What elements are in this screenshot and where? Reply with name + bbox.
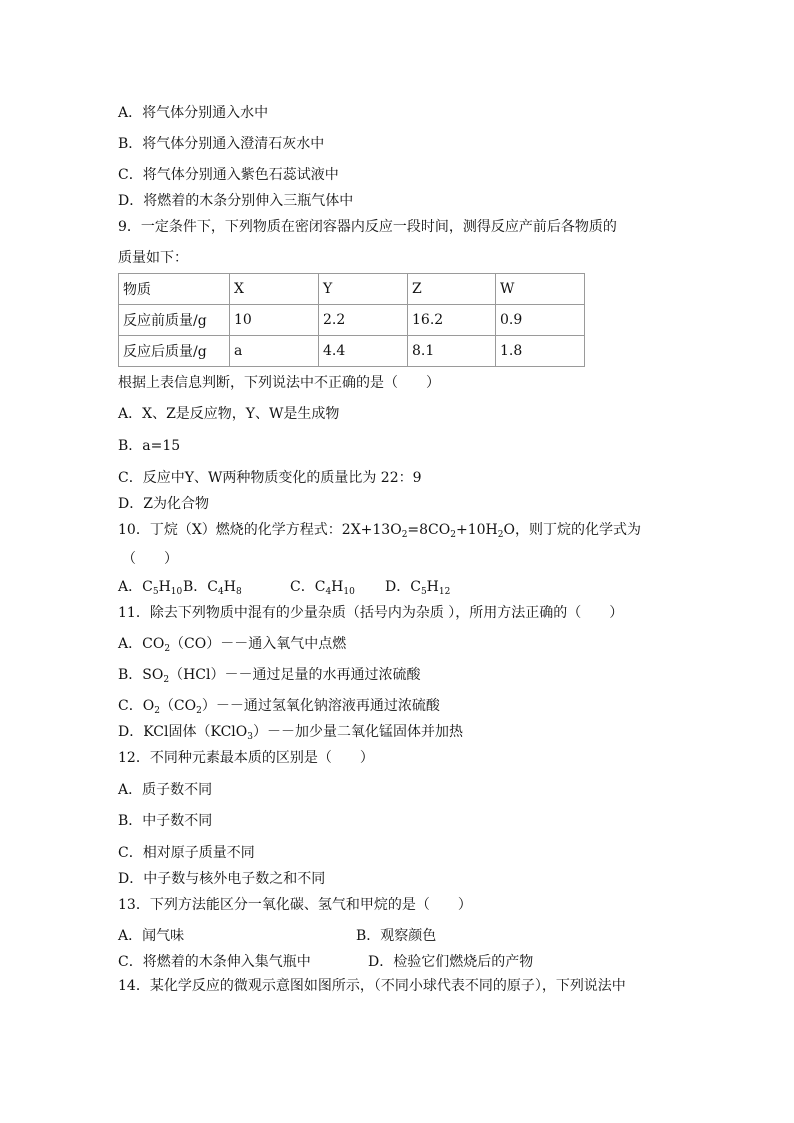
subscript: 2 [401, 530, 408, 540]
option-text: B．C [183, 579, 218, 595]
table-cell: a [230, 336, 319, 367]
q8-option-b: B．将气体分别通入澄清石灰水中 [118, 136, 325, 152]
table-cell: 2.2 [319, 305, 408, 336]
table-cell: 4.4 [319, 336, 408, 367]
q14-stem: 14．某化学反应的微观示意图如图所示，（不同小球代表不同的原子），下列说法中 [118, 978, 626, 994]
table-cell: W [496, 274, 585, 305]
subscript: 4 [325, 587, 332, 597]
option-text: H [426, 579, 439, 595]
table-cell: 10 [230, 305, 319, 336]
table-cell: Y [319, 274, 408, 305]
q10-option-d [385, 578, 450, 601]
option-text: （CO [159, 698, 197, 714]
q9-option-b: B．a=15 [118, 438, 181, 454]
q10-answer-paren: （ ） [122, 551, 178, 567]
q12-option-c: C．相对原子质量不同 [118, 845, 255, 861]
subscript: 2 [450, 530, 456, 540]
option-text: ）－－加少量二氧化锰固体并加热 [252, 724, 463, 740]
table-cell: 1.8 [496, 336, 585, 367]
option-text: （CO）－－通入氧气中点燃 [170, 636, 347, 652]
q10-stem-text: +10H [455, 522, 498, 538]
q10-stem-text: 10．丁烷（X）燃烧的化学方程式：2X+13O [118, 522, 402, 538]
q9-option-a: A．X、Z是反应物，Y、W是生成物 [118, 406, 340, 422]
table-cell: 反应后质量/g [119, 336, 230, 367]
option-text: （HCl）－－通过足量的水再通过浓硫酸 [169, 667, 421, 683]
q12-stem: 12．不同种元素最本质的区别是（ ） [118, 750, 374, 766]
table-cell: 物质 [119, 274, 230, 305]
table-cell: 0.9 [496, 305, 585, 336]
subscript: 2 [497, 530, 504, 540]
option-text: B．SO [118, 667, 164, 683]
q8-option-c: C．将气体分别通入紫色石蕊试液中 [118, 167, 339, 183]
table-cell: 16.2 [408, 305, 496, 336]
q11-option-d [118, 723, 463, 746]
q13-stem: 13．下列方法能区分一氧化碳、氢气和甲烷的是（ ） [118, 897, 472, 913]
subscript: 2 [154, 706, 160, 716]
table-row [119, 305, 585, 336]
q13-option-a: A．闻气味 [118, 928, 185, 944]
q8-option-a: A．将气体分别通入水中 [118, 105, 269, 121]
subscript: 3 [247, 732, 253, 742]
option-text: H [331, 579, 344, 595]
q10-stem [118, 521, 641, 544]
q9-stem-line1: 9．一定条件下，下列物质在密闭容器内反应一段时间，测得反应产前后各物质的 [118, 219, 617, 235]
table-header-row [119, 274, 585, 305]
q11-stem: 11．除去下列物质中混有的少量杂质（括号内为杂质 ），所用方法正确的（ ） [118, 605, 624, 621]
q11-option-a [118, 635, 346, 658]
q9-mass-table [118, 273, 585, 367]
subscript: 10 [343, 587, 355, 597]
q9-option-c: C．反应中Y、W两种物质变化的质量比为 22：9 [118, 470, 422, 486]
subscript: 5 [152, 587, 159, 597]
q9-question: 根据上表信息判断，下列说法中不正确的是（ ） [118, 375, 440, 391]
option-text: A．CO [118, 636, 165, 652]
q12-option-d: D．中子数与核外电子数之和不同 [118, 871, 326, 887]
option-text: D．KCl固体（KClO [118, 724, 248, 740]
subscript: 2 [196, 706, 202, 716]
table-row [119, 336, 585, 367]
q8-option-d: D．将燃着的木条分别伸入三瓶气体中 [118, 193, 354, 209]
q10-option-b [183, 578, 242, 601]
q13-option-c: C．将燃着的木条伸入集气瓶中 [118, 954, 311, 970]
table-cell: Z [408, 274, 496, 305]
q10-option-a [118, 578, 182, 601]
subscript: 2 [164, 644, 171, 654]
q10-stem-text: =8CO [407, 522, 451, 538]
subscript: 2 [163, 675, 170, 685]
table-cell: 8.1 [408, 336, 496, 367]
option-text: H [223, 579, 236, 595]
option-text: H [158, 579, 171, 595]
table-cell: 反应前质量/g [119, 305, 230, 336]
q9-stem-line2: 质量如下： [118, 250, 188, 266]
subscript: 5 [420, 587, 427, 597]
subscript: 12 [438, 587, 451, 597]
subscript: 8 [235, 587, 242, 597]
option-text: D．C [385, 579, 421, 595]
q12-option-b: B．中子数不同 [118, 813, 213, 829]
q9-option-d: D．Z为化合物 [118, 496, 209, 512]
q10-stem-text: O，则丁烷的化学式为 [503, 522, 641, 538]
q10-option-c [290, 578, 355, 601]
q11-option-c [118, 697, 440, 720]
subscript: 4 [218, 587, 224, 597]
subscript: 10 [170, 587, 183, 597]
q13-option-b: B．观察颜色 [356, 928, 437, 944]
option-text: C．O [118, 698, 155, 714]
option-text: A．C [118, 579, 153, 595]
q11-option-b [118, 666, 421, 689]
option-text: ）－－通过氢氧化钠溶液再通过浓硫酸 [201, 698, 440, 714]
q13-option-d: D．检验它们燃烧后的产物 [368, 954, 534, 970]
q12-option-a: A．质子数不同 [118, 782, 213, 798]
option-text: C．C [290, 579, 326, 595]
table-cell: X [230, 274, 319, 305]
